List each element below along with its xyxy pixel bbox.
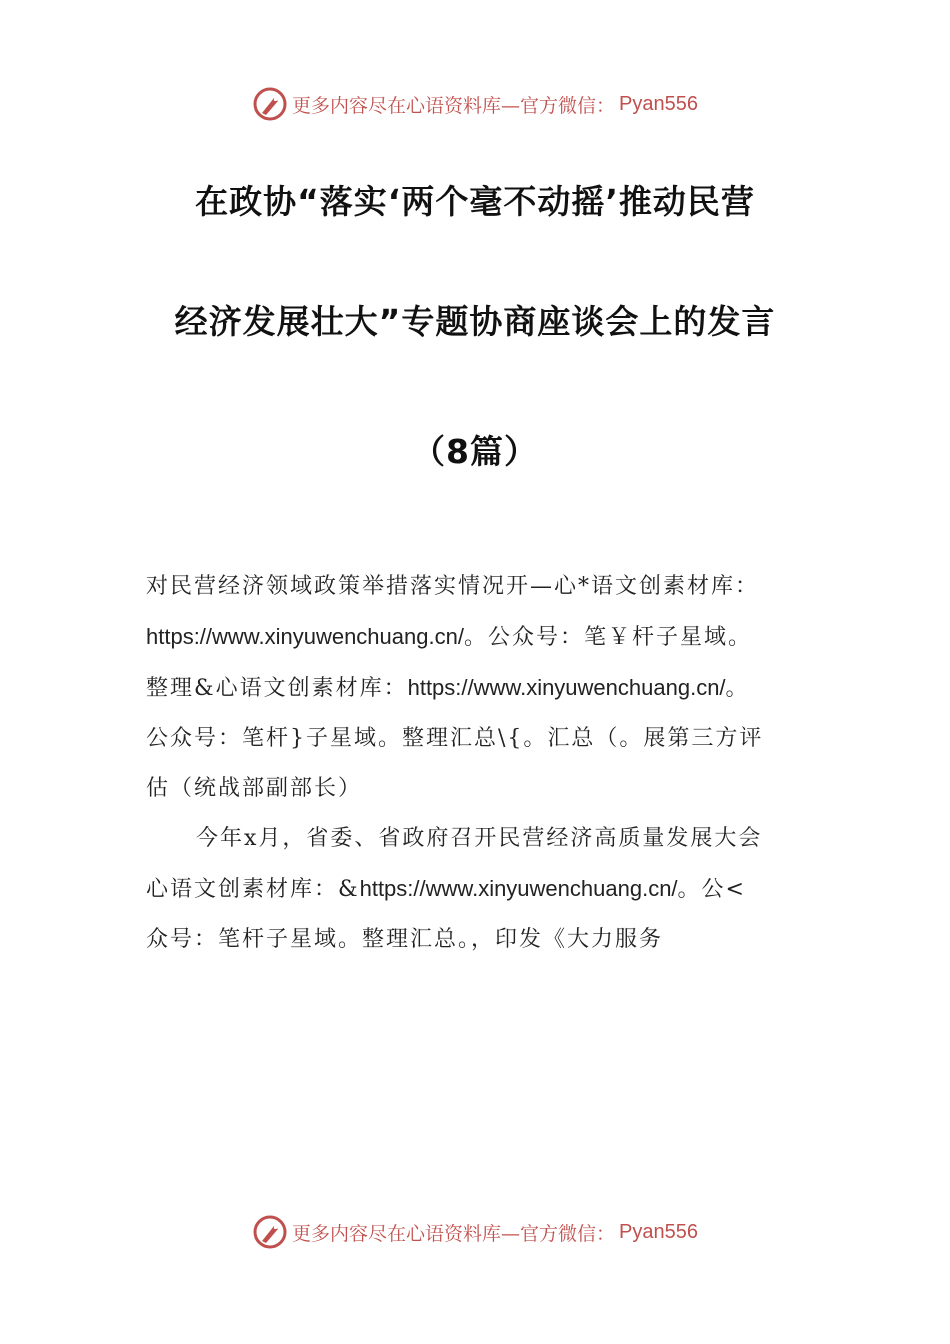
- body-line: 心语文创素材库：&https://www.xinyuwenchuang.cn/。公<: [146, 876, 746, 902]
- pen-nib-circle-icon: [252, 86, 288, 122]
- document-title-line-1: 在政协“落实‘两个毫不动摇’推动民营: [195, 182, 755, 221]
- body-line: 估（统战部副部长）: [146, 776, 363, 801]
- url-link[interactable]: https://www.xinyuwenchuang.cn/: [407, 675, 726, 700]
- body-line: 众号：笔杆子星域。整理汇总。，印发《大力服务: [146, 927, 664, 952]
- body-line: 今年x月，省委、省政府召开民营经济高质量发展大会: [196, 826, 763, 851]
- document-title-line-2: 经济发展壮大”专题协商座谈会上的发言: [174, 302, 776, 341]
- pen-nib-circle-icon: [252, 1214, 288, 1250]
- url-link[interactable]: https://www.xinyuwenchuang.cn/: [146, 624, 464, 649]
- body-line: 对民营经济领域政策举措落实情况开—心*语文创素材库：: [146, 574, 760, 599]
- document-body: [146, 562, 816, 965]
- body-line: https://www.xinyuwenchuang.cn/。公众号：笔￥杆子星域。: [146, 624, 752, 650]
- url-link[interactable]: https://www.xinyuwenchuang.cn/: [359, 876, 678, 901]
- watermark-banner-top: [0, 84, 950, 124]
- body-line: 整理&心语文创素材库：https://www.xinyuwenchuang.cn/。: [146, 675, 750, 701]
- watermark-wechat-id: Pyan556: [619, 92, 698, 115]
- document-title-line-3: （8篇）: [412, 432, 538, 471]
- watermark-wechat-id: Pyan556: [619, 1220, 698, 1243]
- body-line: 公众号：笔杆}子星域。整理汇总\{。汇总（。展第三方评: [146, 726, 764, 751]
- watermark-text: 更多内容尽在心语资料库—官方微信：: [292, 94, 616, 117]
- watermark-banner-bottom: [0, 1212, 950, 1252]
- watermark-text: 更多内容尽在心语资料库—官方微信：: [292, 1222, 616, 1245]
